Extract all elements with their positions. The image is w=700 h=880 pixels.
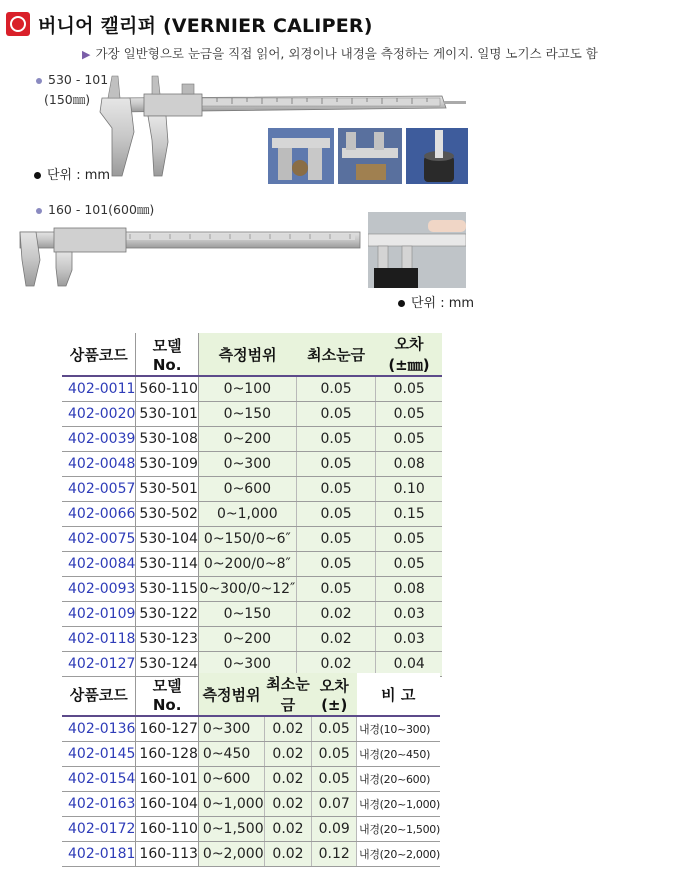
cell-range: 0~300 xyxy=(198,452,296,477)
col-header-range: 측정범위 xyxy=(198,333,296,376)
cell-range: 0~1,000 xyxy=(198,502,296,527)
cell-product-code: 402-0048 xyxy=(62,452,136,477)
cell-resolution: 0.05 xyxy=(296,502,376,527)
unit-label-1-text: 단위 : mm xyxy=(47,168,111,183)
product-model-2 xyxy=(36,200,154,218)
cell-model: 530-115 xyxy=(136,577,199,602)
table-row xyxy=(62,627,442,652)
cell-resolution: 0.02 xyxy=(296,627,376,652)
col-header-error: 오차(±) xyxy=(312,673,357,716)
table-row xyxy=(62,427,442,452)
cell-note: 내경(20~2,000) xyxy=(357,842,440,867)
cell-error: 0.05 xyxy=(376,427,442,452)
spec-table-1-body xyxy=(62,376,442,677)
cell-range: 0~200 xyxy=(198,627,296,652)
caliper-outside-measure-image xyxy=(268,128,334,184)
col-header-model: 모델No. xyxy=(136,333,199,376)
unit-label-2 xyxy=(398,292,474,311)
cell-model: 530-123 xyxy=(136,627,199,652)
cell-error: 0.03 xyxy=(376,627,442,652)
caliper-600mm-image xyxy=(10,220,362,290)
cell-resolution: 0.02 xyxy=(296,652,376,677)
table-row xyxy=(62,477,442,502)
cell-range: 0~150 xyxy=(198,402,296,427)
bullet-icon xyxy=(36,208,42,214)
spec-table-1 xyxy=(62,333,442,677)
cell-resolution: 0.05 xyxy=(296,477,376,502)
cell-error: 0.05 xyxy=(312,742,357,767)
cell-error: 0.04 xyxy=(376,652,442,677)
caliper-inside-jaw-image xyxy=(368,212,466,288)
cell-model: 160-128 xyxy=(136,742,199,767)
col-header-code: 상품코드 xyxy=(62,333,136,376)
product-model-2-label: 160 - 101(600㎜) xyxy=(48,202,155,217)
cell-range: 0~600 xyxy=(198,477,296,502)
bullet-icon xyxy=(36,78,42,84)
cell-resolution: 0.05 xyxy=(296,427,376,452)
page-subtitle xyxy=(82,44,598,62)
cell-product-code: 402-0127 xyxy=(62,652,136,677)
triangle-bullet-icon: ▶ xyxy=(82,48,91,61)
cell-range: 0~200/0~8″ xyxy=(198,552,296,577)
cell-range: 0~300 xyxy=(198,716,264,742)
cell-model: 530-124 xyxy=(136,652,199,677)
cell-model: 530-114 xyxy=(136,552,199,577)
cell-product-code: 402-0181 xyxy=(62,842,136,867)
table-header-row xyxy=(62,673,440,716)
cell-error: 0.12 xyxy=(312,842,357,867)
table-header-row xyxy=(62,333,442,376)
cell-resolution: 0.02 xyxy=(264,742,312,767)
cell-model: 530-502 xyxy=(136,502,199,527)
cell-range: 0~300 xyxy=(198,652,296,677)
table-row xyxy=(62,402,442,427)
col-header-model: 모델No. xyxy=(136,673,199,716)
cell-model: 160-110 xyxy=(136,817,199,842)
cell-note: 내경(20~1,500) xyxy=(357,817,440,842)
cell-note: 내경(20~450) xyxy=(357,742,440,767)
cell-model: 160-104 xyxy=(136,792,199,817)
cell-resolution: 0.02 xyxy=(296,602,376,627)
cell-error: 0.05 xyxy=(376,376,442,402)
table-row xyxy=(62,792,440,817)
table-row xyxy=(62,577,442,602)
table-row xyxy=(62,716,440,742)
unit-label-1 xyxy=(34,164,110,183)
caliper-depth-measure-image xyxy=(406,128,468,184)
brand-logo-icon xyxy=(6,12,30,36)
cell-model: 160-113 xyxy=(136,842,199,867)
cell-model: 530-104 xyxy=(136,527,199,552)
bullet-icon xyxy=(398,300,405,307)
page-title: 버니어 캘리퍼 (VERNIER CALIPER) xyxy=(38,15,373,37)
cell-error: 0.05 xyxy=(312,716,357,742)
cell-error: 0.03 xyxy=(376,602,442,627)
cell-range: 0~2,000 xyxy=(198,842,264,867)
cell-model: 560-110 xyxy=(136,376,199,402)
table-row xyxy=(62,527,442,552)
cell-error: 0.15 xyxy=(376,502,442,527)
cell-product-code: 402-0172 xyxy=(62,817,136,842)
table-row xyxy=(62,502,442,527)
col-header-note: 비 고 xyxy=(357,673,440,716)
cell-product-code: 402-0020 xyxy=(62,402,136,427)
cell-range: 0~200 xyxy=(198,427,296,452)
cell-resolution: 0.05 xyxy=(296,376,376,402)
cell-product-code: 402-0136 xyxy=(62,716,136,742)
bullet-icon xyxy=(34,172,41,179)
product-size-1: (150㎜) xyxy=(44,92,91,107)
cell-product-code: 402-0093 xyxy=(62,577,136,602)
table-row xyxy=(62,602,442,627)
cell-product-code: 402-0084 xyxy=(62,552,136,577)
cell-product-code: 402-0011 xyxy=(62,376,136,402)
cell-resolution: 0.02 xyxy=(264,716,312,742)
table-row xyxy=(62,767,440,792)
cell-error: 0.05 xyxy=(312,767,357,792)
cell-product-code: 402-0057 xyxy=(62,477,136,502)
cell-resolution: 0.05 xyxy=(296,552,376,577)
cell-range: 0~1,000 xyxy=(198,792,264,817)
cell-resolution: 0.02 xyxy=(264,817,312,842)
cell-resolution: 0.02 xyxy=(264,842,312,867)
cell-product-code: 402-0039 xyxy=(62,427,136,452)
table-row xyxy=(62,552,442,577)
cell-model: 530-501 xyxy=(136,477,199,502)
cell-resolution: 0.05 xyxy=(296,452,376,477)
cell-resolution: 0.05 xyxy=(296,402,376,427)
col-header-resolution: 최소눈금 xyxy=(264,673,312,716)
cell-error: 0.05 xyxy=(376,527,442,552)
cell-range: 0~600 xyxy=(198,767,264,792)
cell-model: 530-108 xyxy=(136,427,199,452)
cell-note: 내경(20~600) xyxy=(357,767,440,792)
cell-product-code: 402-0163 xyxy=(62,792,136,817)
cell-range: 0~100 xyxy=(198,376,296,402)
cell-product-code: 402-0118 xyxy=(62,627,136,652)
cell-model: 160-127 xyxy=(136,716,199,742)
col-header-error: 오차(±㎜) xyxy=(376,333,442,376)
cell-range: 0~1,500 xyxy=(198,817,264,842)
cell-model: 160-101 xyxy=(136,767,199,792)
cell-error: 0.05 xyxy=(376,402,442,427)
cell-product-code: 402-0109 xyxy=(62,602,136,627)
cell-model: 530-101 xyxy=(136,402,199,427)
table-row xyxy=(62,817,440,842)
cell-range: 0~150/0~6″ xyxy=(198,527,296,552)
subtitle-text: 가장 일반형으로 눈금을 직접 읽어, 외경이나 내경을 측정하는 게이지. 일명 노기스 라고도 함 xyxy=(95,46,598,61)
cell-error: 0.07 xyxy=(312,792,357,817)
spec-table-2-body xyxy=(62,716,440,867)
cell-product-code: 402-0145 xyxy=(62,742,136,767)
cell-error: 0.05 xyxy=(376,552,442,577)
caliper-inside-measure-image xyxy=(338,128,402,184)
cell-range: 0~450 xyxy=(198,742,264,767)
spec-table-2 xyxy=(62,673,440,867)
cell-resolution: 0.02 xyxy=(264,767,312,792)
table-row xyxy=(62,376,442,402)
cell-range: 0~150 xyxy=(198,602,296,627)
col-header-range: 측정범위 xyxy=(198,673,264,716)
cell-product-code: 402-0154 xyxy=(62,767,136,792)
table-row xyxy=(62,842,440,867)
cell-resolution: 0.05 xyxy=(296,577,376,602)
unit-label-2-text: 단위 : mm xyxy=(411,296,475,311)
table-row xyxy=(62,452,442,477)
cell-resolution: 0.05 xyxy=(296,527,376,552)
product-model-1-label: 530 - 101 xyxy=(48,72,109,87)
cell-note: 내경(20~1,000) xyxy=(357,792,440,817)
cell-model: 530-122 xyxy=(136,602,199,627)
cell-product-code: 402-0066 xyxy=(62,502,136,527)
col-header-code: 상품코드 xyxy=(62,673,136,716)
table-row xyxy=(62,742,440,767)
cell-model: 530-109 xyxy=(136,452,199,477)
cell-product-code: 402-0075 xyxy=(62,527,136,552)
cell-error: 0.08 xyxy=(376,452,442,477)
cell-error: 0.08 xyxy=(376,577,442,602)
cell-range: 0~300/0~12″ xyxy=(198,577,296,602)
cell-note: 내경(10~300) xyxy=(357,716,440,742)
col-header-resolution: 최소눈금 xyxy=(296,333,376,376)
cell-error: 0.10 xyxy=(376,477,442,502)
cell-error: 0.09 xyxy=(312,817,357,842)
cell-resolution: 0.02 xyxy=(264,792,312,817)
